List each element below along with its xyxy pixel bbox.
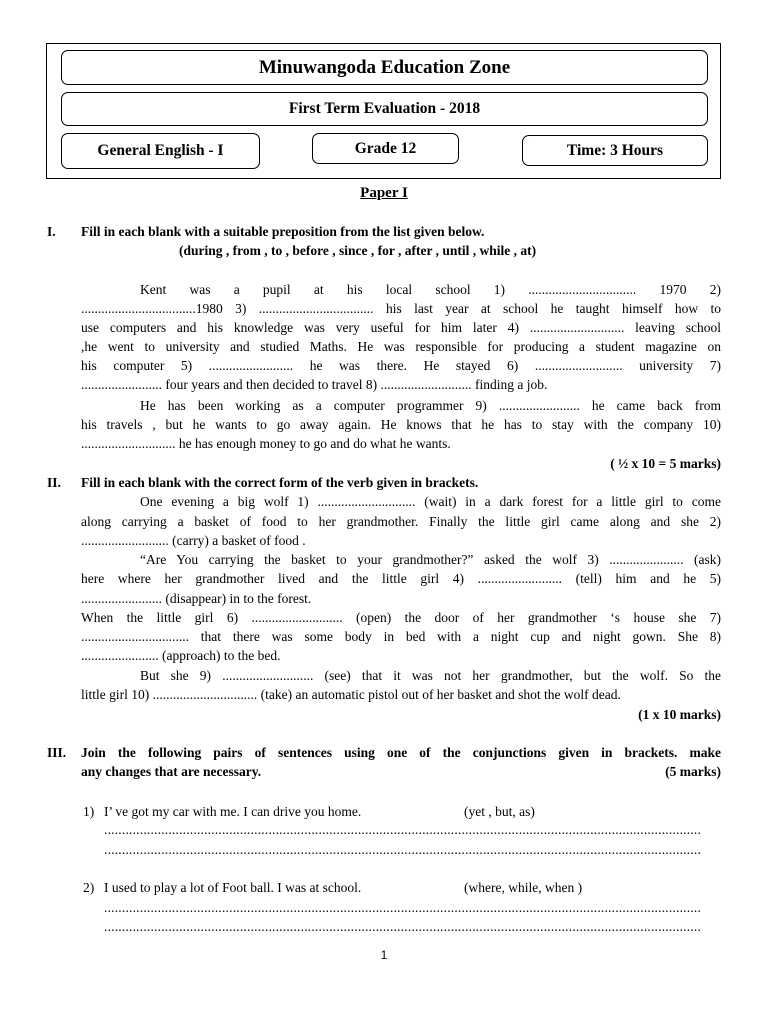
q1-sentence: I’ ve got my car with me. I can drive you home. <box>104 804 362 819</box>
q2-sentence: I used to play a lot of Foot ball. I was at school. <box>104 880 362 895</box>
section3-instruction: Join the following pairs of sentences using one of the conjunctions given in brackets. make <box>81 745 721 760</box>
section1-instruction: Fill in each blank with a suitable preposition from the list given below. <box>81 224 485 239</box>
section2-line: “Are You carrying the basket to your grandmother?” asked the wolf 3) ...................... (ask) <box>140 552 721 567</box>
section1-preposition-list: (during , from , to , before , since , for , after , until , while , at) <box>179 243 537 258</box>
subject-label: General English - I <box>61 133 260 169</box>
section1-line: ........................ four years and then decided to travel 8) ........................... finding a job. <box>81 377 548 392</box>
q2-answer-line[interactable]: ....................................................................................................................................................................... <box>104 900 702 915</box>
section1-line: ............................ he has enough money to go and do what he wants. <box>81 436 451 451</box>
exam-title: First Term Evaluation - 2018 <box>61 92 708 126</box>
section2-instruction: Fill in each blank with the correct form of the verb given in brackets. <box>81 475 479 490</box>
section2-line: ........................ (disappear) in to the forest. <box>81 591 312 606</box>
zone-title: Minuwangoda Education Zone <box>61 50 708 85</box>
section1-line: use computers and his knowledge was very useful for him later 4) ............................ leaving school <box>81 320 721 335</box>
grade-label: Grade 12 <box>312 133 459 164</box>
section1-line: Kent was a pupil at his local school 1) ................................ 1970 2) <box>140 282 721 297</box>
q2-answer-line[interactable]: ....................................................................................................................................................................... <box>104 919 702 934</box>
section1-line: his computer 5) ......................... he was there. He stayed 6) .......................... university 7) <box>81 358 721 373</box>
section2-marks: (1 x 10 marks) <box>638 707 721 722</box>
section3-marks: (5 marks) <box>665 764 721 779</box>
q2-options: (where, while, when ) <box>464 880 583 895</box>
section2-number: II. <box>47 475 61 490</box>
q1-number: 1) <box>83 804 95 819</box>
q1-answer-line[interactable]: ....................................................................................................................................................................... <box>104 842 702 857</box>
section1-line: ,he went to university and studied Maths. He was responsible for producing a student magazine on <box>81 339 721 354</box>
section2-line: ....................... (approach) to the bed. <box>81 648 281 663</box>
q2-number: 2) <box>83 880 95 895</box>
section3-instruction-cont: any changes that are necessary. <box>81 764 262 779</box>
section2-line: One evening a big wolf 1) ............................. (wait) in a dark forest for a little girl to come <box>140 494 721 509</box>
page-number: 1 <box>380 948 388 962</box>
section2-line: When the little girl 6) ........................... (open) the door of her grandmother ‘s house she 7) <box>81 610 721 625</box>
time-label: Time: 3 Hours <box>522 135 708 166</box>
section2-line: along carrying a basket of food to her grandmother. Finally the little girl came along and she 2) <box>81 514 721 529</box>
section1-marks: ( ½ x 10 = 5 marks) <box>610 456 721 471</box>
q1-answer-line[interactable]: ....................................................................................................................................................................... <box>104 822 702 837</box>
section2-line: ................................ that there was some body in bed with a night cup and night gown. She 8) <box>81 629 721 644</box>
section2-line: here where her grandmother lived and the little girl 4) ......................... (tell) him and he 5) <box>81 571 721 586</box>
section2-line: little girl 10) ............................... (take) an automatic pistol out of her basket and shot the wolf dead. <box>81 687 621 702</box>
section1-number: I. <box>47 224 56 239</box>
section1-line: He has been working as a computer programmer 9) ........................ he came back from <box>140 398 721 413</box>
section3-number: III. <box>47 745 67 760</box>
section2-line: .......................... (carry) a basket of food . <box>81 533 306 548</box>
section1-line: ..................................1980 3) .................................. his last year at school he taught himself how to <box>81 301 721 316</box>
paper-title: Paper I <box>360 185 408 201</box>
q1-options: (yet , but, as) <box>464 804 535 819</box>
section2-line: But she 9) ........................... (see) that it was not her grandmother, but the wolf. So the <box>140 668 721 683</box>
section1-line: his travels , but he wants to go away again. He knows that he has to stay with the company 10) <box>81 417 721 432</box>
